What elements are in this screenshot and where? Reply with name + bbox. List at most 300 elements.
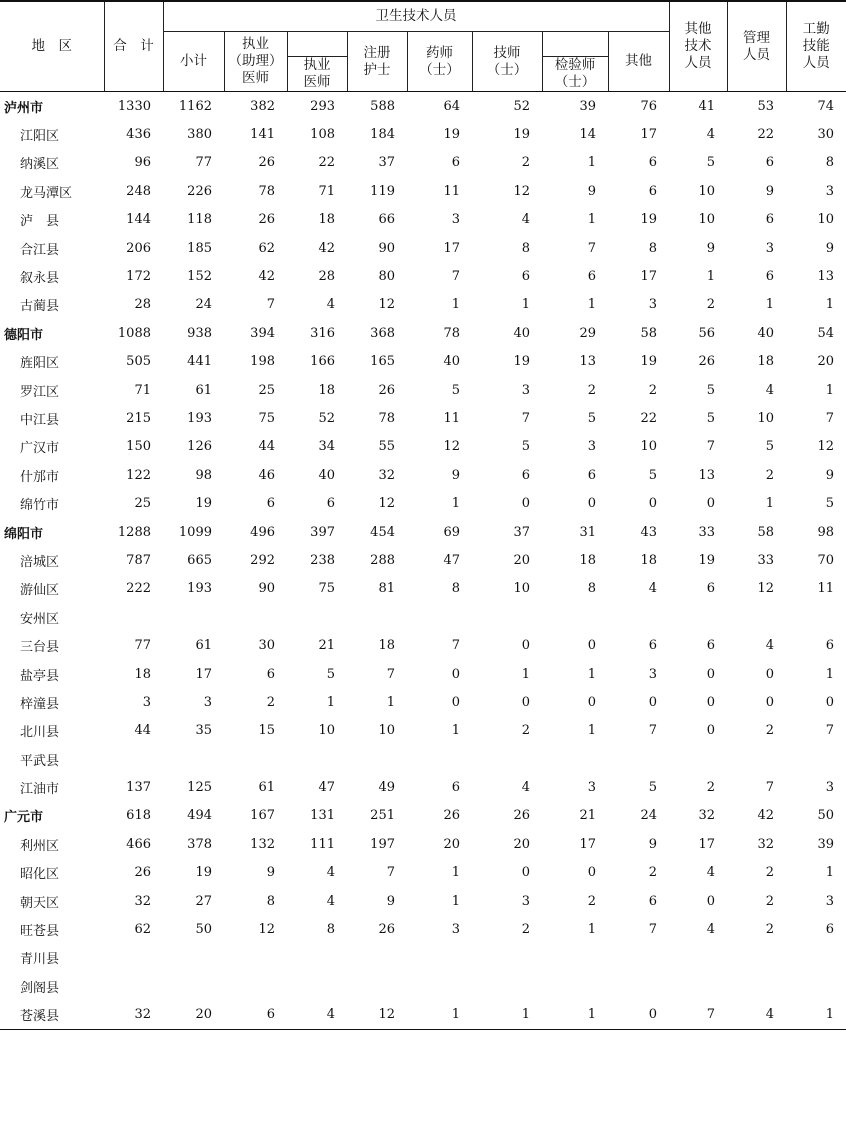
region-cell: 绵阳市 xyxy=(4,526,44,542)
value-cell: 293 xyxy=(310,98,335,114)
value-cell: 2 xyxy=(765,467,774,483)
value-cell: 2 xyxy=(765,893,774,909)
value-cell: 2 xyxy=(765,723,774,739)
value-cell: 1099 xyxy=(178,524,212,540)
value-cell: 7 xyxy=(386,865,395,881)
value-cell: 0 xyxy=(587,865,596,881)
value-cell: 0 xyxy=(648,694,657,710)
value-cell: 98 xyxy=(195,467,212,483)
value-cell: 141 xyxy=(250,127,275,143)
value-cell: 4 xyxy=(765,638,774,654)
value-cell: 77 xyxy=(195,155,212,171)
value-cell: 52 xyxy=(318,410,335,426)
value-cell: 19 xyxy=(640,212,657,228)
value-cell: 1 xyxy=(521,297,530,313)
value-cell: 3 xyxy=(648,297,657,313)
value-cell xyxy=(163,745,224,773)
value-cell: 56 xyxy=(698,325,715,341)
value-cell xyxy=(224,972,287,1000)
value-cell: 3 xyxy=(825,893,834,909)
value-cell: 0 xyxy=(521,694,530,710)
value-cell xyxy=(727,972,786,1000)
value-cell: 368 xyxy=(370,325,395,341)
value-cell: 40 xyxy=(318,467,335,483)
value-cell xyxy=(224,603,287,631)
value-cell: 7 xyxy=(669,1001,727,1030)
value-cell: 20 xyxy=(817,354,834,370)
col-lab-top xyxy=(542,32,608,57)
value-cell: 37 xyxy=(513,524,530,540)
value-cell: 185 xyxy=(187,240,212,256)
value-cell: 3 xyxy=(765,240,774,256)
value-cell: 505 xyxy=(126,354,151,370)
value-cell: 380 xyxy=(187,127,212,143)
value-cell: 10 xyxy=(817,212,834,228)
value-cell xyxy=(542,944,608,972)
value-cell: 54 xyxy=(817,325,834,341)
value-cell: 28 xyxy=(318,269,335,285)
region-cell: 叙永县 xyxy=(20,271,60,287)
value-cell: 7 xyxy=(765,780,774,796)
value-cell: 172 xyxy=(126,269,151,285)
value-cell: 496 xyxy=(250,524,275,540)
value-cell: 4 xyxy=(648,581,657,597)
value-cell: 0 xyxy=(706,723,715,739)
region-cell: 朝天区 xyxy=(20,895,60,911)
value-cell: 288 xyxy=(370,552,395,568)
value-cell: 5 xyxy=(587,410,596,426)
value-cell: 64 xyxy=(443,98,460,114)
value-cell: 8 xyxy=(648,240,657,256)
table-row xyxy=(0,972,846,1000)
value-cell: 6 xyxy=(521,269,530,285)
value-cell: 76 xyxy=(640,98,657,114)
value-cell: 26 xyxy=(443,808,460,824)
value-cell: 15 xyxy=(258,723,275,739)
value-cell: 6 xyxy=(765,155,774,171)
table-row xyxy=(0,177,846,205)
value-cell: 6 xyxy=(706,581,715,597)
value-cell: 316 xyxy=(310,325,335,341)
value-cell xyxy=(407,944,472,972)
value-cell xyxy=(104,944,163,972)
value-cell: 238 xyxy=(310,552,335,568)
region-cell: 青川县 xyxy=(20,952,60,968)
region-cell: 平武县 xyxy=(20,753,60,769)
value-cell: 7 xyxy=(648,922,657,938)
value-cell: 1 xyxy=(587,723,596,739)
value-cell: 71 xyxy=(318,183,335,199)
value-cell: 167 xyxy=(250,808,275,824)
value-cell: 4 xyxy=(706,127,715,143)
value-cell: 3 xyxy=(451,212,460,228)
region-cell: 合江县 xyxy=(20,242,60,258)
table-row xyxy=(0,433,846,461)
value-cell: 6 xyxy=(266,666,275,682)
value-cell xyxy=(407,745,472,773)
value-cell xyxy=(104,603,163,631)
value-cell: 10 xyxy=(640,439,657,455)
value-cell: 19 xyxy=(195,496,212,512)
value-cell: 19 xyxy=(698,552,715,568)
value-cell: 1 xyxy=(451,723,460,739)
value-cell: 32 xyxy=(378,467,395,483)
value-cell: 9 xyxy=(587,183,596,199)
value-cell: 108 xyxy=(310,127,335,143)
value-cell: 53 xyxy=(757,98,774,114)
value-cell: 2 xyxy=(521,155,530,171)
value-cell: 8 xyxy=(266,893,275,909)
value-cell xyxy=(287,944,347,972)
value-cell: 98 xyxy=(817,524,834,540)
value-cell: 3 xyxy=(825,780,834,796)
value-cell xyxy=(347,944,407,972)
region-cell: 中江县 xyxy=(20,412,60,428)
value-cell: 18 xyxy=(579,552,596,568)
value-cell: 90 xyxy=(258,581,275,597)
value-cell: 55 xyxy=(378,439,395,455)
value-cell: 292 xyxy=(250,552,275,568)
value-cell xyxy=(407,603,472,631)
value-cell: 2 xyxy=(587,382,596,398)
value-cell: 19 xyxy=(513,127,530,143)
region-cell: 泸州市 xyxy=(4,100,44,116)
table-row xyxy=(0,461,846,489)
value-cell: 8 xyxy=(521,240,530,256)
value-cell xyxy=(407,972,472,1000)
value-cell: 25 xyxy=(258,382,275,398)
value-cell: 29 xyxy=(579,325,596,341)
region-cell: 什邡市 xyxy=(20,469,60,485)
value-cell: 6 xyxy=(326,496,335,512)
region-cell: 旺苍县 xyxy=(20,924,60,940)
region-cell: 盐亭县 xyxy=(20,668,60,684)
table-row xyxy=(0,376,846,404)
value-cell: 0 xyxy=(765,666,774,682)
value-cell xyxy=(347,972,407,1000)
value-cell: 18 xyxy=(640,552,657,568)
value-cell xyxy=(224,944,287,972)
table-row xyxy=(0,745,846,773)
value-cell: 378 xyxy=(187,836,212,852)
value-cell: 40 xyxy=(757,325,774,341)
value-cell: 11 xyxy=(817,581,834,597)
region-cell: 北川县 xyxy=(20,725,60,741)
value-cell: 6 xyxy=(648,893,657,909)
col-pharmacist: 药师 （士） xyxy=(407,32,472,92)
region-cell: 三台县 xyxy=(20,640,60,656)
value-cell: 119 xyxy=(370,183,395,199)
value-cell: 40 xyxy=(513,325,530,341)
value-cell xyxy=(542,603,608,631)
value-cell: 22 xyxy=(757,127,774,143)
value-cell: 9 xyxy=(765,183,774,199)
value-cell: 4 xyxy=(326,893,335,909)
value-cell: 7 xyxy=(587,240,596,256)
value-cell: 1 xyxy=(587,297,596,313)
value-cell: 50 xyxy=(817,808,834,824)
col-registered-nurse: 注册 护士 xyxy=(347,32,407,92)
value-cell: 18 xyxy=(318,212,335,228)
value-cell xyxy=(287,745,347,773)
value-cell: 2 xyxy=(706,297,715,313)
value-cell: 6 xyxy=(648,638,657,654)
value-cell: 1 xyxy=(825,297,834,313)
value-cell: 2 xyxy=(521,723,530,739)
value-cell xyxy=(608,603,669,631)
table-row xyxy=(0,830,846,858)
value-cell xyxy=(669,745,727,773)
value-cell: 1 xyxy=(765,496,774,512)
value-cell: 2 xyxy=(521,922,530,938)
value-cell: 222 xyxy=(126,581,151,597)
value-cell: 7 xyxy=(386,666,395,682)
value-cell xyxy=(669,944,727,972)
col-practicing-doctor: 执业 医师 xyxy=(287,57,347,92)
value-cell: 9 xyxy=(266,865,275,881)
value-cell: 7 xyxy=(825,723,834,739)
table-row xyxy=(0,915,846,943)
value-cell: 17 xyxy=(640,127,657,143)
value-cell: 5 xyxy=(706,155,715,171)
value-cell: 111 xyxy=(310,836,335,852)
value-cell: 1 xyxy=(386,694,395,710)
value-cell: 69 xyxy=(443,524,460,540)
value-cell xyxy=(786,745,846,773)
value-cell: 0 xyxy=(765,694,774,710)
value-cell: 17 xyxy=(698,836,715,852)
value-cell: 3 xyxy=(142,694,151,710)
value-cell: 43 xyxy=(640,524,657,540)
city-row xyxy=(0,319,846,347)
value-cell: 20 xyxy=(163,1001,224,1030)
value-cell: 6 xyxy=(224,1001,287,1030)
value-cell: 4 xyxy=(326,865,335,881)
value-cell: 22 xyxy=(318,155,335,171)
col-other: 其他 xyxy=(608,32,669,92)
value-cell: 226 xyxy=(187,183,212,199)
value-cell: 0 xyxy=(587,638,596,654)
value-cell: 4 xyxy=(765,382,774,398)
value-cell: 6 xyxy=(266,496,275,512)
value-cell: 31 xyxy=(579,524,596,540)
value-cell: 5 xyxy=(648,780,657,796)
value-cell: 0 xyxy=(706,893,715,909)
region-cell: 利州区 xyxy=(20,838,60,854)
value-cell: 3 xyxy=(521,893,530,909)
value-cell: 2 xyxy=(266,694,275,710)
value-cell: 96 xyxy=(134,155,151,171)
value-cell: 12 xyxy=(378,496,395,512)
value-cell: 33 xyxy=(698,524,715,540)
value-cell: 52 xyxy=(513,98,530,114)
table-row xyxy=(0,1001,846,1030)
value-cell: 2 xyxy=(648,865,657,881)
region-cell: 广汉市 xyxy=(20,441,60,457)
value-cell: 0 xyxy=(521,638,530,654)
value-cell: 4 xyxy=(706,922,715,938)
value-cell: 42 xyxy=(757,808,774,824)
value-cell: 9 xyxy=(451,467,460,483)
value-cell: 42 xyxy=(318,240,335,256)
value-cell xyxy=(669,603,727,631)
region-cell: 苍溪县 xyxy=(0,1001,104,1030)
value-cell: 25 xyxy=(134,496,151,512)
table-row xyxy=(0,120,846,148)
value-cell xyxy=(786,972,846,1000)
table-row xyxy=(0,688,846,716)
value-cell: 12 xyxy=(258,922,275,938)
value-cell: 441 xyxy=(187,354,212,370)
value-cell: 78 xyxy=(443,325,460,341)
value-cell: 1 xyxy=(472,1001,542,1030)
value-cell xyxy=(163,603,224,631)
value-cell: 50 xyxy=(195,922,212,938)
value-cell: 11 xyxy=(443,183,460,199)
value-cell: 5 xyxy=(521,439,530,455)
value-cell xyxy=(163,972,224,1000)
value-cell xyxy=(287,972,347,1000)
value-cell: 5 xyxy=(451,382,460,398)
value-cell: 39 xyxy=(579,98,596,114)
region-cell: 泸 县 xyxy=(20,214,60,230)
value-cell xyxy=(287,603,347,631)
value-cell: 12 xyxy=(757,581,774,597)
value-cell: 0 xyxy=(587,496,596,512)
value-cell: 1288 xyxy=(117,524,151,540)
value-cell: 1 xyxy=(587,155,596,171)
value-cell xyxy=(163,944,224,972)
value-cell: 0 xyxy=(521,496,530,512)
table-row xyxy=(0,717,846,745)
value-cell: 6 xyxy=(521,467,530,483)
value-cell: 9 xyxy=(386,893,395,909)
value-cell: 8 xyxy=(451,581,460,597)
value-cell: 1 xyxy=(587,212,596,228)
value-cell: 126 xyxy=(187,439,212,455)
value-cell: 0 xyxy=(706,666,715,682)
value-cell: 7 xyxy=(521,410,530,426)
value-cell: 12 xyxy=(378,297,395,313)
value-cell: 9 xyxy=(825,467,834,483)
table-row xyxy=(0,859,846,887)
value-cell: 13 xyxy=(579,354,596,370)
value-cell: 152 xyxy=(187,269,212,285)
value-cell: 938 xyxy=(187,325,212,341)
value-cell: 61 xyxy=(195,638,212,654)
table-row xyxy=(0,149,846,177)
value-cell xyxy=(608,745,669,773)
value-cell: 5 xyxy=(706,382,715,398)
value-cell: 32 xyxy=(757,836,774,852)
value-cell: 1 xyxy=(587,922,596,938)
value-cell: 454 xyxy=(370,524,395,540)
table-row xyxy=(0,234,846,262)
value-cell: 18 xyxy=(318,382,335,398)
value-cell: 21 xyxy=(579,808,596,824)
value-cell: 3 xyxy=(587,780,596,796)
value-cell: 90 xyxy=(378,240,395,256)
table-body xyxy=(0,92,846,1030)
region-cell: 龙马潭区 xyxy=(20,185,73,201)
value-cell: 9 xyxy=(825,240,834,256)
value-cell: 0 xyxy=(825,694,834,710)
value-cell: 1 xyxy=(765,297,774,313)
value-cell: 27 xyxy=(195,893,212,909)
table-row xyxy=(0,631,846,659)
value-cell: 1 xyxy=(825,865,834,881)
value-cell: 5 xyxy=(706,410,715,426)
value-cell xyxy=(347,603,407,631)
region-cell: 江油市 xyxy=(20,782,60,798)
value-cell: 19 xyxy=(640,354,657,370)
table-row xyxy=(0,262,846,290)
value-cell: 18 xyxy=(134,666,151,682)
value-cell: 1162 xyxy=(178,98,212,114)
value-cell: 144 xyxy=(126,212,151,228)
value-cell: 132 xyxy=(250,836,275,852)
col-practicing-doctor-top xyxy=(287,32,347,57)
value-cell: 3 xyxy=(825,183,834,199)
value-cell: 1 xyxy=(587,666,596,682)
value-cell: 17 xyxy=(579,836,596,852)
value-cell: 6 xyxy=(648,155,657,171)
value-cell: 26 xyxy=(513,808,530,824)
value-cell: 12 xyxy=(347,1001,407,1030)
value-cell: 78 xyxy=(378,410,395,426)
value-cell: 26 xyxy=(698,354,715,370)
value-cell: 10 xyxy=(757,410,774,426)
region-cell: 安州区 xyxy=(20,611,60,627)
value-cell: 17 xyxy=(443,240,460,256)
value-cell: 32 xyxy=(104,1001,163,1030)
value-cell: 26 xyxy=(378,382,395,398)
value-cell: 26 xyxy=(378,922,395,938)
value-cell: 0 xyxy=(521,865,530,881)
value-cell: 21 xyxy=(318,638,335,654)
value-cell: 58 xyxy=(757,524,774,540)
value-cell: 4 xyxy=(326,297,335,313)
value-cell: 14 xyxy=(579,127,596,143)
value-cell: 11 xyxy=(443,410,460,426)
value-cell: 17 xyxy=(195,666,212,682)
value-cell xyxy=(472,603,542,631)
col-technician: 技师 （士） xyxy=(472,32,542,92)
value-cell: 4 xyxy=(521,780,530,796)
value-cell: 1 xyxy=(407,1001,472,1030)
value-cell: 6 xyxy=(648,183,657,199)
region-cell: 罗江区 xyxy=(20,384,60,400)
value-cell: 6 xyxy=(451,155,460,171)
value-cell: 215 xyxy=(126,410,151,426)
value-cell: 7 xyxy=(825,410,834,426)
value-cell: 665 xyxy=(187,552,212,568)
region-cell: 涪城区 xyxy=(20,554,60,570)
value-cell: 20 xyxy=(513,836,530,852)
value-cell: 18 xyxy=(378,638,395,654)
value-cell xyxy=(727,745,786,773)
value-cell xyxy=(472,944,542,972)
value-cell xyxy=(727,944,786,972)
value-cell: 5 xyxy=(648,467,657,483)
value-cell: 32 xyxy=(134,893,151,909)
value-cell xyxy=(608,972,669,1000)
region-cell: 广元市 xyxy=(4,810,44,826)
value-cell: 71 xyxy=(134,382,151,398)
region-cell: 纳溪区 xyxy=(20,157,60,173)
value-cell: 4 xyxy=(727,1001,786,1030)
value-cell: 193 xyxy=(187,581,212,597)
